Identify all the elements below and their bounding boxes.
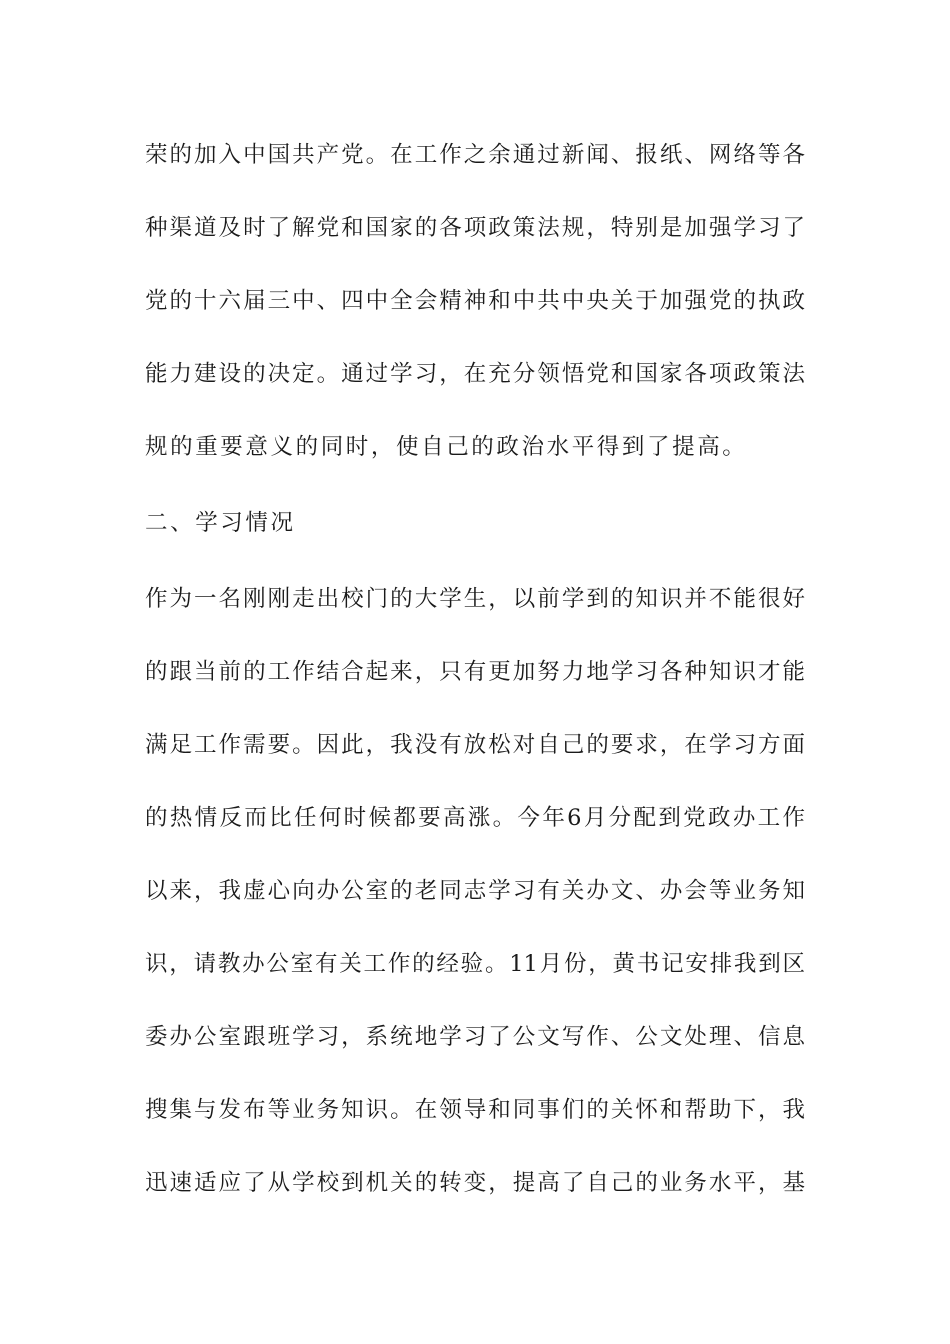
paragraph-line: 荣的加入中国共产党。在工作之余通过新闻、报纸、网络等各 bbox=[145, 142, 805, 168]
paragraph-line: 能力建设的决定。通过学习，在充分领悟党和国家各项政策法 bbox=[145, 361, 805, 387]
paragraph-line: 以来，我虚心向办公室的老同志学习有关办文、办会等业务知 bbox=[145, 878, 805, 904]
paragraph-line: 党的十六届三中、四中全会精神和中共中央关于加强党的执政 bbox=[145, 288, 805, 314]
paragraph-line: 作为一名刚刚走出校门的大学生，以前学到的知识并不能很好 bbox=[145, 586, 805, 612]
paragraph-line: 的热情反而比任何时候都要高涨。今年6月分配到党政办工作 bbox=[145, 805, 805, 831]
paragraph-line: 搜集与发布等业务知识。在领导和同事们的关怀和帮助下，我 bbox=[145, 1097, 805, 1123]
paragraph-line: 委办公室跟班学习，系统地学习了公文写作、公文处理、信息 bbox=[145, 1024, 805, 1050]
section-heading: 二、学习情况 bbox=[145, 510, 296, 536]
paragraph-line: 的跟当前的工作结合起来，只有更加努力地学习各种知识才能 bbox=[145, 659, 805, 685]
paragraph-line: 识，请教办公室有关工作的经验。11月份，黄书记安排我到区 bbox=[145, 951, 805, 977]
paragraph-line: 规的重要意义的同时，使自己的政治水平得到了提高。 bbox=[145, 434, 748, 460]
paragraph-line: 迅速适应了从学校到机关的转变，提高了自己的业务水平，基 bbox=[145, 1170, 805, 1196]
paragraph-line: 满足工作需要。因此，我没有放松对自己的要求，在学习方面 bbox=[145, 732, 805, 758]
paragraph-line: 种渠道及时了解党和国家的各项政策法规，特别是加强学习了 bbox=[145, 215, 805, 241]
